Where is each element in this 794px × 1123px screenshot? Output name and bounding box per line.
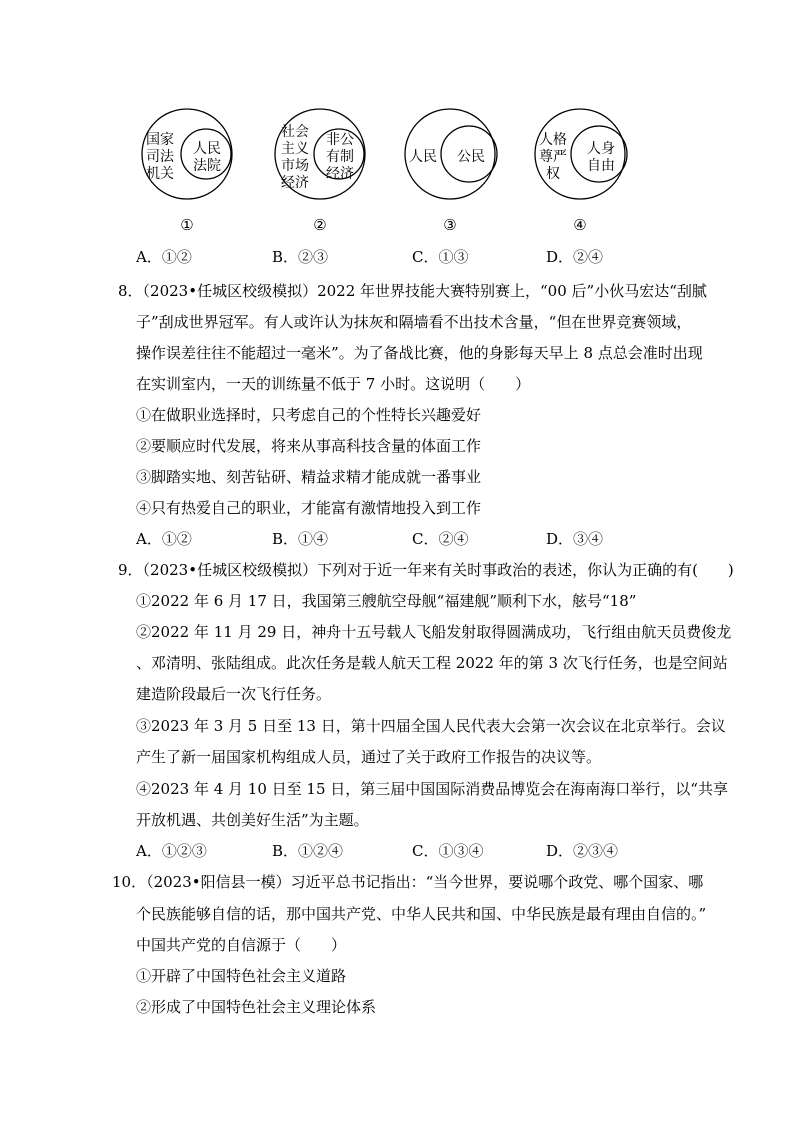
q10-item-2: ②形成了中国特色社会主义理论体系 <box>136 998 377 1016</box>
q8-stem-line-2: 子”刮成世界冠军。有人或许认为抹灰和隔墙看不出技术含量，“但在世界竞赛领域， <box>136 313 692 331</box>
q10-stem-line-3: 中国共产党的自信源于（ ） <box>136 936 347 954</box>
figure-number-1: ① <box>180 216 194 234</box>
outer-label-3: 人民 <box>409 149 437 165</box>
inner-label-3: 公民 <box>457 149 485 165</box>
q9-text-line-5: 建造阶段最后一次飞行任务。 <box>136 685 332 703</box>
q8-item-4: ④只有热爱自己的职业，才能富有激情地投入到工作 <box>136 499 482 517</box>
figure-number-3: ③ <box>443 216 457 234</box>
q9-text-line-4: 、邓清明、张陆组成。此次任务是载人航天工程 2022 年的第 3 次飞行任务，也是空间站 <box>136 654 728 672</box>
q9-text-line-3: ②2022 年 11 月 29 日，神舟十五号载人飞船发射取得圆满成功，飞行组由航天员费俊龙 <box>136 623 732 641</box>
outer-label-1: 国家 司法 机关 <box>146 132 174 182</box>
q8-stem-line-3: 操作误差往往不能超过一毫米”。为了备战比赛，他的身影每天早上 8 点总会准时出现 <box>136 344 703 362</box>
q9-text-line-9: 开放机遇、共创美好生活”为主题。 <box>136 811 369 829</box>
q7-option-a: A．①② <box>136 248 192 266</box>
outer-label-2: 社会 主义 市场 经济 <box>281 124 309 191</box>
q8-item-3: ③脚踏实地、刻苦钻研、精益求精才能成就一番事业 <box>136 468 482 486</box>
q7-option-d: D．②④ <box>546 248 604 266</box>
inner-label-1: 人民 法院 <box>193 141 221 174</box>
q8-item-1: ①在做职业选择时，只考虑自己的个性特长兴趣爱好 <box>136 406 482 424</box>
inner-label-2: 非公 有制 经济 <box>326 132 354 182</box>
q8-option-a: A．①② <box>136 530 192 548</box>
figure-number-2: ② <box>313 216 327 234</box>
q8-option-b: B．①④ <box>272 530 329 548</box>
q9-text-line-7: 产生了新一届国家机构组成人员，通过了关于政府工作报告的决议等。 <box>136 748 602 766</box>
q10-stem-line-1: 10．（2023•阳信县一模）习近平总书记指出：“当今世界，要说哪个政党、哪个国家、哪 <box>112 873 704 891</box>
q9-text-line-8: ④2023 年 4 月 10 日至 15 日，第三届中国国际消费品博览会在海南海口举行，以“共享 <box>136 780 728 798</box>
inner-label-4: 人身 自由 <box>587 141 615 174</box>
q8-item-2: ②要顺应时代发展，将来从事高科技含量的体面工作 <box>136 437 482 455</box>
q9-option-b: B．①②④ <box>272 842 344 860</box>
q9-stem-line-1: 9．（2023•任城区校级模拟）下列对于近一年来有关时事政治的表述，你认为正确的有( ) <box>118 561 734 579</box>
q7-option-c: C．①③ <box>412 248 469 266</box>
q9-text-line-2: ①2022 年 6 月 17 日，我国第三艘航空母舰“福建舰”顺利下水，舷号“18” <box>136 592 637 610</box>
q10-stem-line-2: 个民族能够自信的话，那中国共产党、中华人民共和国、中华民族是最有理由自信的。” <box>136 905 707 923</box>
venn-diagram-3 <box>400 104 500 234</box>
figure-number-4: ④ <box>573 216 587 234</box>
venn-diagram-4 <box>530 104 630 234</box>
q8-option-d: D．③④ <box>546 530 604 548</box>
q9-option-a: A．①②③ <box>136 842 207 860</box>
venn-diagram-2 <box>270 104 370 234</box>
q9-text-line-6: ③2023 年 3 月 5 日至 13 日，第十四届全国人民代表大会第一次会议在北京举行。会议 <box>136 717 726 735</box>
q9-option-c: C．①③④ <box>412 842 484 860</box>
q8-option-c: C．②④ <box>412 530 469 548</box>
q10-item-1: ①开辟了中国特色社会主义道路 <box>136 967 347 985</box>
venn-diagram-1 <box>137 104 237 234</box>
q7-option-b: B．②③ <box>272 248 329 266</box>
q8-stem-line-1: 8．（2023•任城区校级模拟）2022 年世界技能大赛特别赛上，“00 后”小伙马宏达“刮腻 <box>118 282 707 300</box>
outer-label-4: 人格 尊严 权 <box>539 132 567 182</box>
q8-stem-line-4: 在实训室内，一天的训练量不低于 7 小时。这说明（ ） <box>136 375 531 393</box>
q9-option-d: D．②③④ <box>546 842 619 860</box>
